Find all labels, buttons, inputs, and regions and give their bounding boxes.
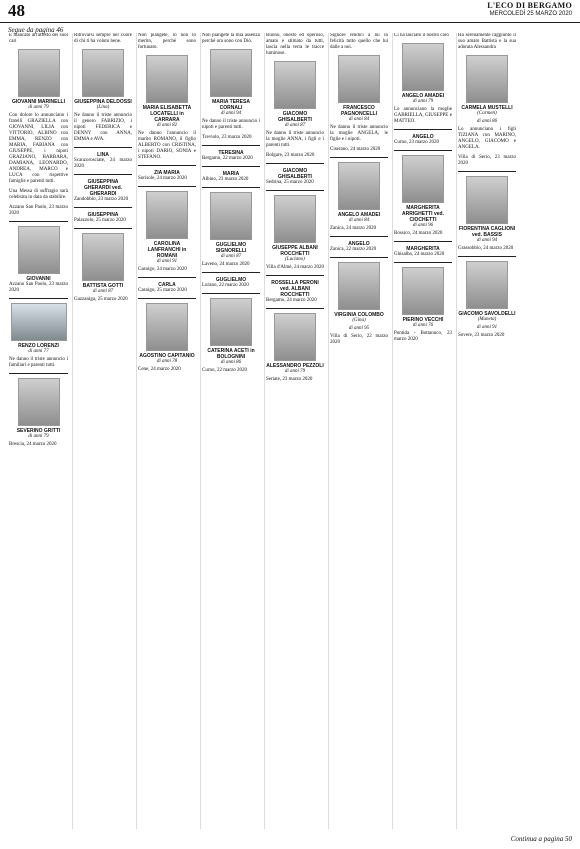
name-detail: di anni 86 (220, 360, 242, 365)
portrait-photo (338, 55, 380, 103)
divider (138, 298, 196, 299)
column-1 (8, 33, 68, 829)
notice-text: Villa di Serio, 23 marzo 2020 (458, 155, 516, 166)
notice-text: Casnigo, 24 marzo 2020 (138, 267, 187, 272)
divider (74, 228, 132, 229)
name-detail: di anni 91 (156, 259, 178, 264)
portrait-photo (146, 191, 188, 239)
divider (394, 129, 452, 130)
divider (202, 187, 260, 188)
name-detail: (Maneta) (477, 317, 497, 322)
portrait-photo (11, 303, 67, 341)
deceased-name: GIACOMO GHISALBERTI (278, 168, 312, 180)
notice-text: Ha serenamente raggiunto il suo amato Battista e la sua adorata Alessandra (458, 33, 516, 50)
deceased-name: ALESSANDRO PEZZOLI (266, 363, 324, 369)
portrait-photo (210, 298, 252, 346)
notice-text: Ne danno il triste annuncio i nipoti e parenti tutti. (202, 119, 260, 130)
name-detail: di anni 76 (412, 323, 434, 328)
notice-text: È mancato all'affetto dei suoi cari (9, 33, 68, 44)
newspaper-title: L'ECO DI BERGAMO (487, 1, 572, 10)
deceased-name: GIOVANNI (26, 276, 51, 282)
notice-text: Zanica, 24 marzo 2020 (330, 226, 377, 231)
name-detail: di anni 96 (412, 223, 434, 228)
notice-text: Lurano, 22 marzo 2020 (202, 283, 249, 288)
notice-text: Treviolo, 23 marzo 2020 (202, 135, 252, 140)
deceased-name: MARIA (222, 171, 240, 177)
deceased-name: MARGHERITA ARRIGHETTI ved. CIOCHETTI (402, 205, 444, 223)
name-detail: di anni 82 (156, 123, 178, 128)
notice-text: Sedrina, 25 marzo 2020 (266, 180, 314, 185)
deceased-name: MARIA ELISABETTA LOCATELLI in CARRARA (142, 105, 192, 123)
divider (138, 165, 196, 166)
name-detail: di anni 77 (28, 349, 49, 354)
name-detail: (Lina) (96, 105, 110, 110)
notice-text: Buono, onesto ed operoso, amato e stimato da tutti, lascia nella terra le tracce luminose. (266, 33, 324, 56)
deceased-name: GIUSEPPE ALBANI ROCCHETTI (272, 245, 318, 257)
portrait-photo (466, 261, 508, 309)
deceased-name: GIOVANNI MARINELLI (12, 99, 65, 105)
deceased-name: GUGLIELMO SIGNORELLI (215, 242, 247, 254)
notice-text: Ne danno il triste annuncio i familiari e parenti tutti. (9, 357, 68, 368)
notice-text: Azzano San Paolo, 23 marzo 2020 (9, 205, 68, 216)
page-date: MERCOLEDÌ 25 MARZO 2020 (489, 11, 572, 17)
column-8 (456, 33, 516, 829)
portrait-photo (146, 303, 188, 351)
divider (138, 186, 196, 187)
column-6 (328, 33, 388, 829)
column-7 (392, 33, 452, 829)
name-detail: di anni 79 (284, 369, 306, 374)
name-detail: di anni 84 (348, 117, 370, 122)
notice-text: Pontida - Bottanuco, 23 marzo 2020 (394, 331, 452, 342)
deceased-name: GIACOMO SAVOLDELLI (458, 311, 516, 317)
name-detail: di anni 86 (476, 119, 498, 124)
deceased-name: ANGELO (412, 134, 434, 140)
divider (394, 241, 452, 242)
notice-text: Signore rendici a lui in felicità tutto quello che lui dalle a noi. (330, 33, 388, 50)
deceased-name: AGOSTINO CAPITANIO (139, 353, 195, 359)
divider (458, 171, 516, 172)
notice-text: Albino, 23 marzo 2020 (202, 177, 249, 182)
obituary-columns (8, 33, 572, 829)
portrait-photo (274, 313, 316, 361)
name-detail: di anni 87 (92, 289, 114, 294)
name-detail: di anni 79 (28, 105, 49, 110)
deceased-name: CATERINA ACETI in BOLOGNINI (207, 348, 255, 360)
deceased-name: GIUSEPPINA GHERARDI ved. GHERARDI (83, 179, 123, 197)
divider (266, 190, 324, 191)
notice-text: Brescia, 24 marzo 2020 (9, 442, 57, 447)
divider (202, 166, 260, 167)
deceased-name: GIUSEPPINA (87, 212, 119, 218)
notice-text: Ghisalba, 24 marzo 2020 (394, 252, 445, 257)
portrait-photo (146, 55, 188, 103)
notice-text: Ciserano, 24 marzo 2020 (330, 147, 381, 152)
portrait-photo (338, 262, 380, 310)
deceased-name: MARIA TERESA CORNALI (212, 99, 250, 111)
divider (330, 236, 388, 237)
deceased-name: CARMELA MUSTELLI (461, 105, 513, 111)
portrait-photo (82, 49, 124, 97)
portrait-photo (210, 192, 252, 240)
portrait-photo (82, 233, 124, 281)
column-2 (72, 33, 132, 829)
notice-text: Curno, 22 marzo 2020 (202, 368, 247, 373)
deceased-name: ANGELO AMADEI (401, 93, 445, 99)
deceased-name: PIERINO VECCHI (402, 317, 444, 323)
portrait-photo (18, 378, 60, 426)
notice-text: Ne danno l'annuncio il marito ROMANO, il figlio ALBERTO con CRISTINA, i nipoti DARIO, SONIA e STEFANO. (138, 131, 196, 160)
divider (202, 145, 260, 146)
deceased-name: FIORENTINA CAGLIONI ved. BASSIS (458, 226, 516, 238)
divider (9, 298, 68, 299)
notice-text: Non piangete, io non lo merito, perché sono fortunato. (138, 33, 196, 50)
deceased-name: CAROLINA LANFRANCHI in ROMANI (147, 241, 187, 259)
divider (266, 275, 324, 276)
deceased-name: ZIA MARIA (154, 170, 180, 176)
portrait-photo (466, 176, 508, 224)
deceased-name: GUGLIELMO (215, 277, 247, 283)
deceased-name: SEVERINO GRITTI (16, 428, 61, 434)
continued-to: Continua a pagina 50 (510, 835, 572, 843)
notice-text: Grassobbio, 24 marzo 2020 (458, 246, 514, 251)
notice-text: Ne danno il triste annuncio il genero FABRIZIO, i nipoti FEDERICA e DENNY con ANNA, EMMA e AVA. (74, 113, 132, 142)
notice-text: Seriate, 23 marzo 2020 (266, 377, 313, 382)
divider (394, 262, 452, 263)
deceased-name: ANGELO (348, 241, 370, 247)
column-5 (264, 33, 324, 829)
name-detail: (Gina) (352, 318, 366, 323)
notice-text: Una Messa di suffragio sarà celebrata in data da stabilire. (9, 189, 68, 200)
portrait-photo (18, 49, 60, 97)
deceased-name: TERESINA (218, 150, 244, 156)
portrait-photo (210, 49, 252, 97)
notice-text: Ne danno il triste annuncio la moglie ANGELA, le figlie e i nipoti. (330, 125, 388, 142)
divider (202, 293, 260, 294)
portrait-photo (274, 61, 316, 109)
deceased-name: ANGELO AMADEI (337, 212, 381, 218)
divider (394, 150, 452, 151)
portrait-photo (402, 43, 444, 91)
notice-text: Zandobbio, 23 marzo 2020 (74, 197, 129, 202)
notice-text: Bossico, 24 marzo 2020 (394, 231, 443, 236)
notice-text: Ne danno il triste annuncio la moglie ANNA, i figli e i parenti tutti. (266, 131, 324, 148)
divider (74, 174, 132, 175)
deceased-name: RENZO LORENZI (18, 343, 59, 349)
divider (202, 272, 260, 273)
portrait-photo (274, 195, 316, 243)
notice-text: Scanzorosciate, 24 marzo 2020 (74, 158, 132, 169)
name-detail: (Luciano) (285, 257, 305, 262)
name-detail: di anni 84 (348, 218, 370, 223)
deceased-name: VIRGINIA COLOMBO (334, 312, 384, 318)
notice-text: Bergamo, 22 marzo 2020 (202, 156, 253, 161)
divider (330, 157, 388, 158)
notice-text: Curno, 23 marzo 2020 (394, 140, 439, 145)
deceased-name: MARGHERITA (406, 246, 440, 252)
notice-text: Sovere, 23 marzo 2020 (458, 333, 505, 338)
continued-from: Segue da pagina 46 (8, 26, 64, 34)
column-4 (200, 33, 260, 829)
name-detail: di anni 87 (220, 254, 242, 259)
deceased-name: GIACOMO GHISALBERTI (278, 111, 312, 123)
notice-text: Ci ha lasciato il nostro caro (394, 33, 449, 38)
divider (74, 207, 132, 208)
notice-text: Palazzolo, 25 marzo 2020 (74, 218, 126, 223)
page-number: 48 (8, 1, 25, 20)
portrait-photo (466, 55, 508, 103)
divider (266, 163, 324, 164)
notice-text: Laveno, 24 marzo 2020 (202, 262, 250, 267)
portrait-photo (18, 226, 60, 274)
notice-text: Zanica, 22 marzo 2020 (330, 247, 377, 252)
deceased-name: GIUSEPPINA DELDOSSI (74, 99, 132, 105)
notice-text: Non piangete la mia assenza perché ora sono con Dio. (202, 33, 260, 44)
deceased-name: BATTISTA GOTTI (82, 283, 124, 289)
divider (138, 277, 196, 278)
name-detail: di anni 95 (348, 326, 370, 331)
name-detail: di anni 79 (412, 99, 434, 104)
deceased-name: LINA (97, 152, 109, 158)
column-3 (136, 33, 196, 829)
notice-text: Casnigo, 25 marzo 2020 (138, 288, 187, 293)
divider (74, 147, 132, 148)
divider (9, 373, 68, 374)
name-detail: di anni 94 (220, 111, 242, 116)
page-header (0, 0, 580, 23)
notice-text: Sorisole, 24 marzo 2020 (138, 176, 187, 181)
notice-text: Gazzaniga, 25 marzo 2020 (74, 297, 128, 302)
portrait-photo (338, 162, 380, 210)
name-detail: di anni 91 (476, 325, 498, 330)
notice-text: Bolgare, 23 marzo 2020 (266, 153, 315, 158)
divider (330, 257, 388, 258)
divider (266, 308, 324, 309)
notice-text: Bergamo, 24 marzo 2020 (266, 298, 317, 303)
name-detail: di anni 87 (284, 123, 306, 128)
deceased-name: ROSSELLA PERONI ved. ALBANI ROCCHETTI (271, 280, 319, 298)
notice-text: Villa d'Almè, 24 marzo 2020 (266, 265, 324, 270)
name-detail: (Carmen) (477, 111, 497, 116)
name-detail: di anni 78 (156, 359, 178, 364)
notice-text: Con dolore lo annunciano i fratelli GRAZIELLA con GIOVANNI, LILIA con VITTORIO, ALBINO con EMMA, RENZO con MARIA, FABIANA con GIUSEPPE, i nipoti GRAZIANO, BARBARA, DAMIANA, LEONARDO, ANDREA, MARCO e LUCA con rispettive famiglie e parenti tutti. (9, 113, 68, 184)
notice-text: Azzano San Paolo, 23 marzo 2020 (9, 282, 68, 293)
divider (458, 256, 516, 257)
name-detail: di anni 94 (476, 238, 498, 243)
portrait-photo (402, 155, 444, 203)
notice-text: Ritrovarsi sempre nel cuore di chi ti ha voluto bene. (74, 33, 132, 44)
divider (9, 221, 68, 222)
portrait-photo (402, 267, 444, 315)
notice-text: Lo annunciano i figli TIZIANA con MARINO, ANGELO, GIACOMO e ANGELA. (458, 127, 516, 150)
deceased-name: FRANCESCO PAGNONCELLI (340, 105, 378, 117)
deceased-name: CARLA (158, 282, 176, 288)
notice-text: Cene, 24 marzo 2020 (138, 367, 181, 372)
notice-text: Lo annunciano la moglie GABRIELLA, GIUSEPPE e MATTEO. (394, 107, 452, 124)
notice-text: Villa di Serio, 22 marzo 2020 (330, 334, 388, 345)
name-detail: di anni 79 (28, 434, 49, 439)
